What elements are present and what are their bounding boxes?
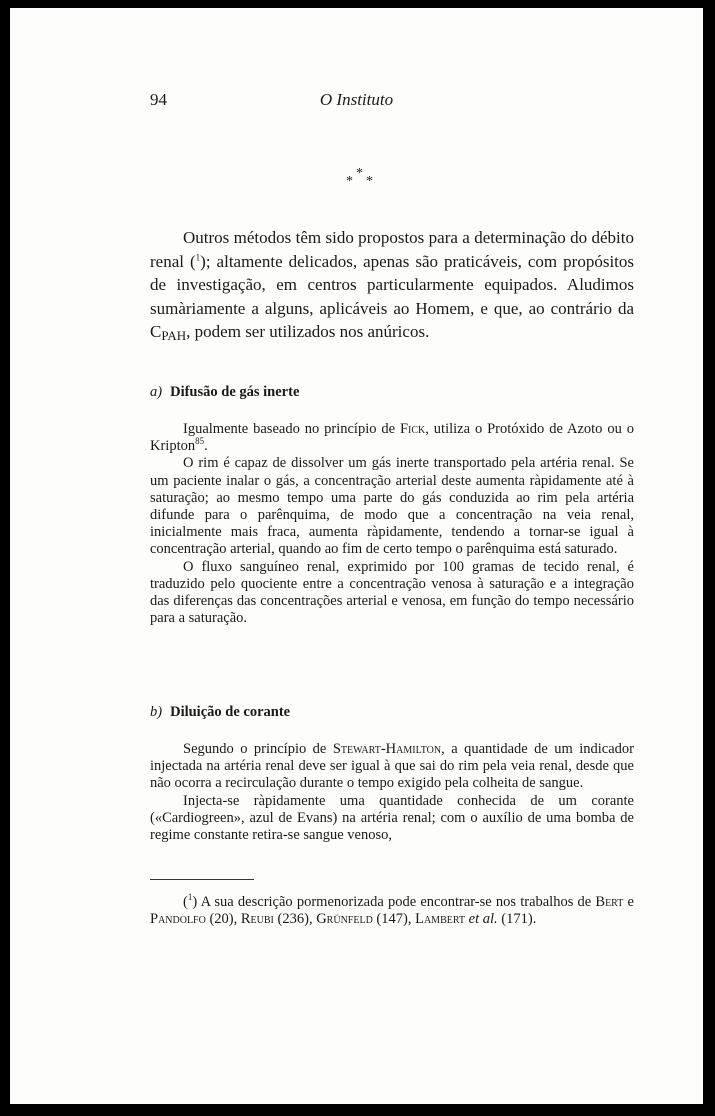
section-b-p1: Segundo o princípio de Stewart-Hamilton, a quantidade de um indicador injectada na artéria renal deve ser igual à que sai do rim pela veia renal, desde que não ocorra a recirculação durante o tempo exigido pela colheita de sangue. (150, 741, 634, 792)
footnote-mark: 1 (187, 892, 193, 903)
section-a-p2: O rim é capaz de dissolver um gás inerte transportado pela artéria renal. Se um paciente inalar o gás, a concentração arterial deste aumenta ràpidamente até à saturação; ao mesmo tempo uma parte do gás conduzida ao rim pela artéria difunde para o parênquima, de modo que a concentração na veia renal, inicialmente mais fraca, aumenta ràpidamente, tendendo a tornar-se igual à concentração arterial, quando ao fim de certo tempo o parênquima está saturado. (150, 455, 634, 558)
section-ornament: * * * (346, 166, 373, 189)
section-a-title: Difusão de gás inerte (170, 384, 300, 400)
footnote: ($^1$) A sua descrição pormenorizada pode encontrar-se nos trabalhos de Bert e Pandolfo (20), Reubi (236), Grünfeld (147), Lambert et al. (171). (150, 892, 634, 928)
section-a-p1: Igualmente baseado no princípio de Fick, utiliza o Protóxido de Azoto ou o Kripton$^{85}$. (150, 421, 634, 455)
section-b-label: b) (150, 704, 163, 720)
section-a-label: a) (150, 384, 163, 400)
section-a-heading (150, 384, 634, 401)
section-b-heading (150, 704, 634, 721)
footnote-rule (150, 879, 254, 880)
section-b-p2: Injecta-se ràpidamente uma quantidade conhecida de um corante («Cardiogreen», azul de Evans) na artéria renal; com o auxílio de uma bomba de regime constante retira-se sangue venoso, (150, 792, 634, 844)
page-header (150, 90, 563, 114)
section-b-title: Diluição de corante (170, 704, 291, 720)
section-a-body (150, 421, 634, 627)
section-a-p3: O fluxo sanguíneo renal, exprimido por 100 gramas de tecido renal, é traduzido pelo quociente entre a concentração venosa à saturação e a integração das diferenças das concentrações arterial e venosa, em função do tempo necessário para a saturação. (150, 558, 634, 627)
page-number: 94 (150, 90, 167, 109)
book-page (10, 8, 703, 1104)
section-b-body (150, 741, 634, 844)
running-title: O Instituto (319, 90, 394, 109)
intro-paragraph: Outros métodos têm sido propostos para a determinação do débito renal ($^1$); altamente delicados, apenas são praticáveis, com propósitos de investigação, em centros particularmente equipados. Aludimos sumàriamente a alguns, aplicáveis ao Homem, e que, ao contrário da $C_{PAH}$, podem ser utilizados nos anúricos. (150, 228, 635, 343)
